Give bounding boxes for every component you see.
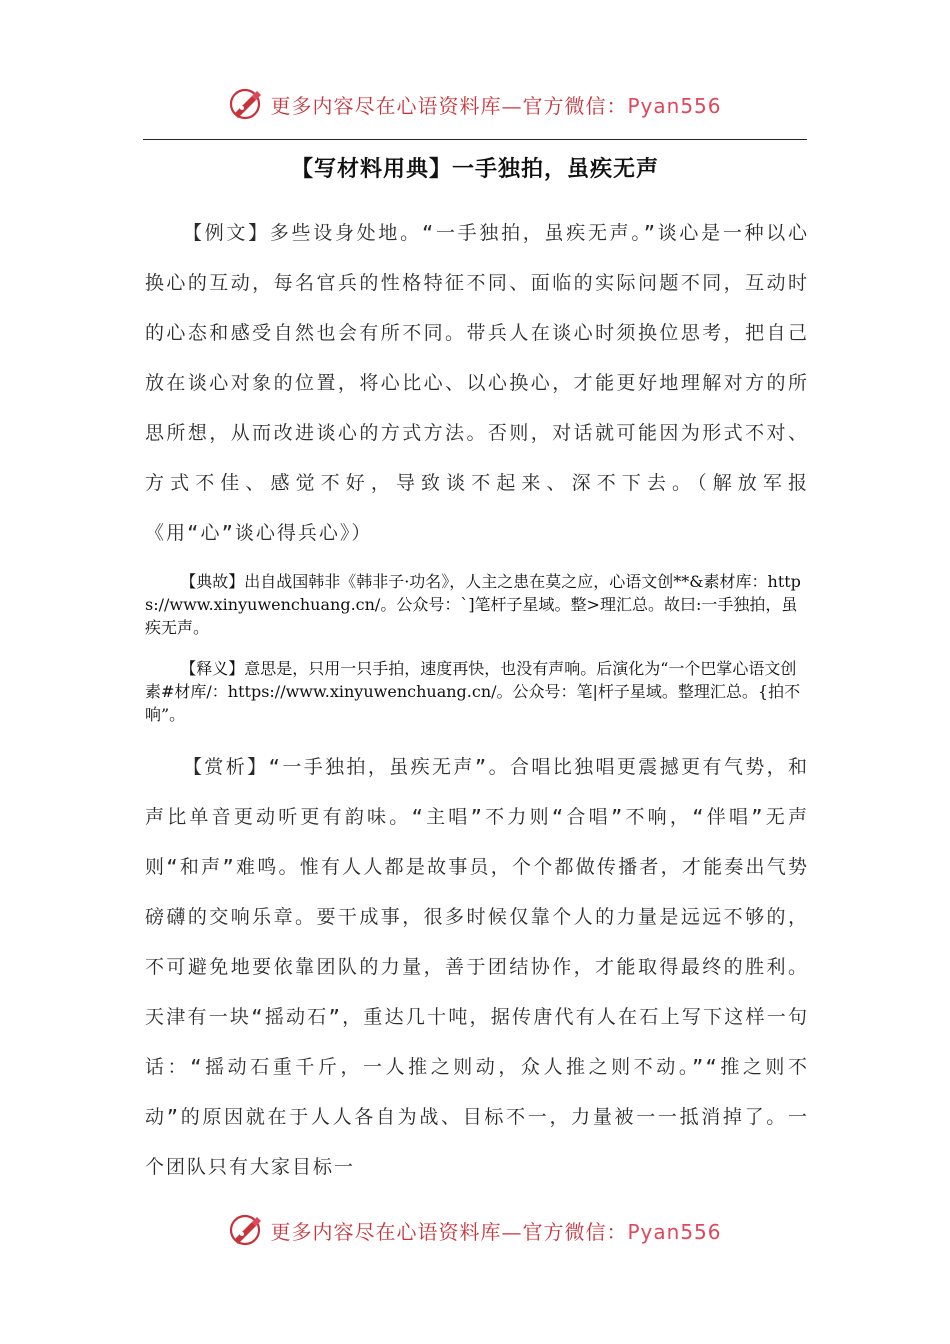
example-paragraph: 【例文】多些设身处地。“一手独拍，虽疾无声。”谈心是一种以心换心的互动，每名官兵的性格特征不同、面临的实际问题不同，互动时的心态和感受自然也会有所不同。带兵人在谈心时须换位思考，把自己放在谈心对象的位置，将心比心、以心换心，才能更好地理解对方的所思所想，从而改进谈心的方式方法。否则，对话就可能因为形式不对、方式不佳、感觉不好，导致谈不起来、深不下去。（解放军报《用“心”谈心得兵心》） bbox=[145, 222, 809, 544]
meaning-paragraph: 【释义】意思是，只用一只手拍，速度再快，也没有声响。后演化为“一个巴掌心语文创素#材库/：https://www.xinyuwenchuang.cn/。公众号：笔|杆子星域。整理汇总。{拍不响”。 bbox=[145, 659, 801, 724]
banner-account: Pyan556 bbox=[627, 1219, 722, 1244]
banner-text: 更多内容尽在心语资料库—官方微信：Pyan556 bbox=[270, 93, 722, 118]
footer-banner bbox=[0, 1208, 950, 1252]
pen-logo-icon bbox=[228, 1212, 264, 1248]
analysis-paragraph: 【赏析】“一手独拍，虽疾无声”。合唱比独唱更震撼更有气势，和声比单音更动听更有韵味。“主唱”不力则“合唱”不响，“伴唱”无声则“和声”难鸣。惟有人人都是故事员，个个都做传播者，才能奏出气势磅礴的交响乐章。要干成事，很多时候仅靠个人的力量是远远不够的，不可避免地要依靠团队的力量，善于团结协作，才能取得最终的胜利。天津有一块“摇动石”，重达几十吨，据传唐代有人在石上写下这样一句话：“摇动石重千斤，一人推之则动，众人推之则不动。”“推之则不动”的原因就在于人人各自为战、目标不一，力量被一一抵消掉了。一个团队只有大家目标一 bbox=[145, 756, 809, 1178]
header-banner bbox=[0, 82, 950, 126]
banner-account: Pyan556 bbox=[627, 93, 722, 118]
banner-text: 更多内容尽在心语资料库—官方微信：Pyan556 bbox=[270, 1219, 722, 1244]
origin-paragraph: 【典故】出自战国韩非《韩非子·功名》，人主之患在莫之应，心语文创**&素材库：https://www.xinyuwenchuang.cn/。公众号：`]笔杆子星域。整>理汇总。故曰:一手独拍，虽疾无声。 bbox=[145, 572, 801, 637]
document-title: 【写材料用典】一手独拍，虽疾无声 bbox=[290, 157, 659, 182]
pen-logo-icon bbox=[228, 86, 264, 122]
header-rule bbox=[143, 139, 807, 140]
